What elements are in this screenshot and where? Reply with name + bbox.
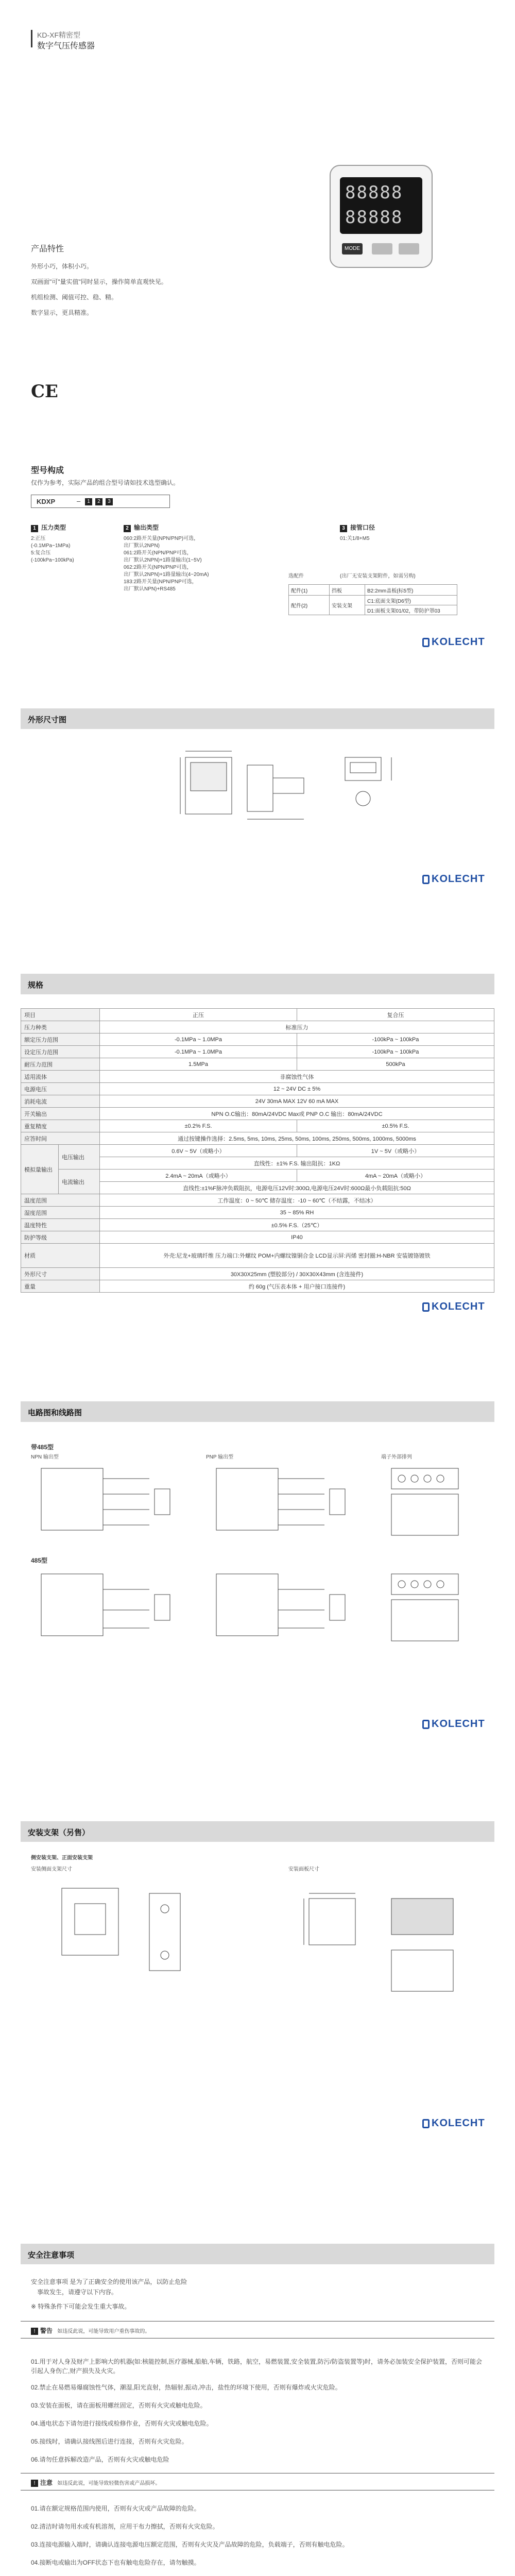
table-row xyxy=(21,1145,494,1157)
table-cell: 湿度范围 xyxy=(21,1207,100,1219)
features-title: 产品特性 xyxy=(31,245,64,253)
circuit-box xyxy=(41,1574,103,1636)
table-cell: NPN O.C输出：80mA/24VDC Max或 PNP O.C 输出：80mA/24VDC xyxy=(100,1108,494,1120)
col1-line: (-0.1MPa~1MPa) xyxy=(31,543,71,549)
model-col1 xyxy=(31,523,124,564)
table-cell: 重复精度 xyxy=(21,1120,100,1132)
table-cell: 外壳:尼龙+玻璃纤维 压力端口:外螺纹 POM+内螺纹镍铜合金 LCD显示屏:丙烯 密封圈:H-NBR 安装镀铬镀铁 xyxy=(100,1244,494,1268)
ce-mark: CE xyxy=(31,381,58,402)
option-title: 选配件 xyxy=(288,573,304,579)
install-sub: 侧安装支架、正面安装支架 xyxy=(31,1855,93,1861)
table-cell: 电源电压 xyxy=(21,1083,100,1095)
terminal-pin xyxy=(411,1581,418,1588)
table-row xyxy=(21,1194,494,1207)
brand-text: KOLECHT xyxy=(432,1718,485,1730)
table-cell: 2.4mA ~ 20mA（或略小） xyxy=(100,1170,297,1182)
table-cell: 安装支架 xyxy=(330,596,365,615)
col1-num: 1 xyxy=(31,525,38,532)
col2-num: 2 xyxy=(124,525,131,532)
model-desc: 仅作为参考，实际产品的组合型号请如技术选型确认。 xyxy=(31,479,180,486)
col2-title: 输出类型 xyxy=(134,524,159,531)
table-cell: 30X30X25mm (塑胶部分) / 30X30X43mm (含连接件) xyxy=(100,1268,494,1280)
panel-cutout xyxy=(391,1950,453,1991)
notes-intro: 安全注意事项 是为了正确安全的使用该产品，以防止危险 xyxy=(31,2278,187,2285)
side-view xyxy=(247,765,273,811)
install-drawing xyxy=(31,1878,484,2012)
brand-logo xyxy=(422,636,485,648)
table-cell: 开关输出 xyxy=(21,1108,100,1120)
up-button[interactable] xyxy=(372,243,392,255)
wiring-diagram-2 xyxy=(31,1569,484,1651)
col2-line: 183:2路开关量(NPN/PNP可选， xyxy=(124,579,197,585)
section-dims xyxy=(21,708,494,729)
model-col3 xyxy=(340,523,443,543)
table-header: 正压 xyxy=(100,1009,297,1021)
brand-k-icon xyxy=(422,1720,430,1729)
table-cell: -0.1MPa ~ 1.0MPa xyxy=(100,1033,297,1046)
brand-logo xyxy=(422,2117,485,2129)
table-row xyxy=(21,1108,494,1120)
table-row xyxy=(21,1083,494,1095)
table-cell: 直线性：±1% F.S. 输出阻抗：1KΩ xyxy=(100,1157,494,1170)
table-row xyxy=(289,596,457,605)
caution-item: 01.请在额定规格范围内使用，否则有火灾或产品故障的危险。 xyxy=(31,2505,200,2512)
bracket-view xyxy=(62,1888,118,1955)
panel-view xyxy=(309,1899,355,1945)
warning-item: 02.禁止在易燃易爆腐蚀性气体，潮湿,阳光直射，热辐射,振动,冲击，盐性的环境下使用，否则有爆炸或火灾危险。 xyxy=(31,2384,341,2391)
warning-item: 03.安装在面板，请在面板用螺丝固定，否则有火灾或触电危险。 xyxy=(31,2402,207,2409)
model-code-prefix: KDXP xyxy=(37,498,56,505)
brand-text: KOLECHT xyxy=(432,636,485,648)
table-row xyxy=(21,1207,494,1219)
model-code-dash: – xyxy=(77,497,81,505)
table-row xyxy=(21,1046,494,1058)
table-cell: 额定压力范围 xyxy=(21,1033,100,1046)
bracket-screw xyxy=(161,1905,169,1913)
table-cell: 耐压力范围 xyxy=(21,1058,100,1071)
panel-device xyxy=(391,1899,453,1935)
brand-k-icon xyxy=(422,638,430,647)
table-cell: 设定压力范围 xyxy=(21,1046,100,1058)
table-row xyxy=(21,1095,494,1108)
model-code-box: 1 xyxy=(85,498,92,505)
col3-num: 3 xyxy=(340,525,347,532)
table-cell: 1.5MPa xyxy=(100,1058,297,1071)
feature-item: 机组检测、阈值可控、稳、精。 xyxy=(31,294,118,301)
install-part2: 安装面板尺寸 xyxy=(288,1867,319,1872)
warning-item: 06.请勿任意拆解改造产品，否则有火灾或触电危险 xyxy=(31,2456,169,2463)
table-cell: -100kPa ~ 100kPa xyxy=(297,1046,494,1058)
caution-item: 04.接断电或输出为OFF状态下也有触电危险存在，请勿触摸。 xyxy=(31,2559,200,2566)
down-button[interactable] xyxy=(399,243,419,255)
table-cell: 12 ~ 24V DC ± 5% xyxy=(100,1083,494,1095)
model-title: 型号构成 xyxy=(31,466,64,475)
warning-item: 05.接线时，请确认接线图后进行连接，否则有火灾危险。 xyxy=(31,2438,188,2445)
caution-header xyxy=(31,2478,160,2487)
table-cell: 重量 xyxy=(21,1280,100,1293)
section-spec xyxy=(21,974,494,994)
section-notes-title: 安全注意事项 xyxy=(28,2251,75,2260)
brand-k-icon xyxy=(422,1302,430,1312)
notes-intro: ※ 特殊条件下可能会发生重大事故。 xyxy=(31,2303,131,2310)
table-cell: 35 ~ 85% RH xyxy=(100,1207,494,1219)
display-line2: 88888 xyxy=(345,207,403,228)
display-line1: 88888 xyxy=(345,182,403,203)
table-header: 项目 xyxy=(21,1009,100,1021)
col2-line: 060:2路开关量(NPN/PNP)可选， xyxy=(124,536,199,541)
table-cell: 标准压力 xyxy=(100,1021,494,1033)
wiring-pnp-label: PNP 输出型 xyxy=(206,1454,234,1460)
table-row xyxy=(21,1120,494,1132)
wiring-npn-label: NPN 输出型 xyxy=(31,1454,59,1460)
brand-logo xyxy=(422,873,485,885)
wiring-group2-label: 485型 xyxy=(31,1557,48,1564)
circuit-box xyxy=(216,1574,278,1636)
section-wiring xyxy=(21,1401,494,1422)
warning-icon: ! xyxy=(31,2328,38,2335)
section-dims-title: 外形尺寸图 xyxy=(28,716,67,724)
feature-item: 外形小巧，体积小巧。 xyxy=(31,263,93,270)
section-spec-title: 规格 xyxy=(28,981,44,990)
table-cell: B2:2mm盖板(标5型) xyxy=(365,585,457,596)
table-cell: 外形尺寸 xyxy=(21,1268,100,1280)
wiring-ext-label: 端子外部排列 xyxy=(381,1454,412,1460)
col2-line: 出厂默认2NPN) xyxy=(124,543,160,549)
table-cell: 防护等级 xyxy=(21,1231,100,1244)
load xyxy=(154,1595,170,1620)
caution-item: 03.连接电源输入端时，请确认连接电源电压额定范围，否则有火灾及产品故障的危险，负载端子，否则有触电危险。 xyxy=(31,2541,349,2548)
table-row xyxy=(21,1280,494,1293)
col1-line: 5:复合压 xyxy=(31,550,51,556)
table-row xyxy=(21,1219,494,1231)
feature-item: 数字显示，更具精准。 xyxy=(31,309,93,316)
table-cell: ±0.5% F.S.（25℃） xyxy=(100,1219,494,1231)
load xyxy=(330,1595,345,1620)
terminal-pin xyxy=(398,1581,405,1588)
header-model: KD-XF精密型 xyxy=(37,31,80,39)
wiring-group1-label: 带485型 xyxy=(31,1444,54,1451)
terminal-table xyxy=(391,1494,458,1535)
table-cell: 约 60g (气压表本体 + 用户接口连接件) xyxy=(100,1280,494,1293)
table-cell: 温度特性 xyxy=(21,1219,100,1231)
terminal-pin xyxy=(424,1475,431,1482)
table-cell: 模拟量输出 xyxy=(21,1145,59,1194)
caution-title: 注意 xyxy=(40,2479,53,2486)
table-cell: 非腐蚀性气体 xyxy=(100,1071,494,1083)
option-note: (出厂无安装支架附件，如需另购) xyxy=(340,573,416,579)
table-row xyxy=(21,1021,494,1033)
brand-text: KOLECHT xyxy=(432,873,485,885)
table-row xyxy=(21,1132,494,1145)
table-cell: 应答时间 xyxy=(21,1132,100,1145)
table-cell: 配件(2) xyxy=(289,596,330,615)
caution-desc: 如违反此说，可能导致轻微伤害或产品损坏。 xyxy=(57,2481,161,2486)
col2-line: 出厂默认NPN)+RS485 xyxy=(124,586,176,592)
terminal-pin xyxy=(437,1581,444,1588)
col2-line: 061:2路开关(NPN/PNP可选， xyxy=(124,550,192,556)
bracket-hole xyxy=(75,1904,106,1935)
table-cell: -0.1MPa ~ 1.0MPa xyxy=(100,1046,297,1058)
warning-item: 04.通电状态下请勿进行接线或检修作业，否则有火灾或触电危险。 xyxy=(31,2420,213,2427)
front-screen xyxy=(191,762,227,791)
table-row xyxy=(21,1033,494,1046)
section-notes xyxy=(21,2244,494,2264)
table-cell: D1:面板支架01/02，带防护罩03 xyxy=(365,605,457,615)
table-cell: 通过按键操作选择：2.5ms, 5ms, 10ms, 25ms, 50ms, 100ms, 250ms, 500ms, 1000ms, 5000ms xyxy=(100,1132,494,1145)
table-cell: 4mA ~ 20mA（或略小） xyxy=(297,1170,494,1182)
model-code xyxy=(31,495,170,508)
load xyxy=(154,1489,170,1515)
col1-line: (-100kPa~100kPa) xyxy=(31,557,74,563)
notes-intro: 事故发生，请遵守以下内容。 xyxy=(37,2289,118,2296)
table-row xyxy=(289,585,457,596)
side-port xyxy=(273,778,304,793)
table-cell: 直线性:±1%F脉冲负载阻抗，电源电压12V时:300Ω,电源电压24V时:600Ω最小负载阻抗:50Ω xyxy=(100,1182,494,1194)
table-cell: 1V ~ 5V（或略小） xyxy=(297,1145,494,1157)
warning-header xyxy=(31,2326,150,2335)
connector-pins xyxy=(350,762,376,773)
table-cell: 500kPa xyxy=(297,1058,494,1071)
table-row xyxy=(21,1071,494,1083)
brand-text: KOLECHT xyxy=(432,2117,485,2129)
table-cell: 适用流体 xyxy=(21,1071,100,1083)
model-col2 xyxy=(124,523,247,593)
table-header: 复合压 xyxy=(297,1009,494,1021)
table-cell: ±0.5% F.S. xyxy=(297,1120,494,1132)
model-code-box: 3 xyxy=(106,498,113,505)
terminal-pin xyxy=(398,1475,405,1482)
table-cell: 消耗电流 xyxy=(21,1095,100,1108)
col2-line: 062:2路开关(NPN/PNP可选， xyxy=(124,565,192,570)
option-table xyxy=(288,584,457,615)
brand-text: KOLECHT xyxy=(432,1301,485,1312)
warning-item: 01.用于对人身及财产上影响大的机器(如:核能控制,医疗器械,船舶,车辆，铁路，航空，易燃装置,安全装置,防污/防盗装置等)时，请务必加装安全保护装置，否则可能会引起人身伤亡,财产损失及火灾。 xyxy=(31,2358,483,2375)
table-cell: C1:底面支架(D6型) xyxy=(365,596,457,605)
col2-line: 出厂默认2NPN)+1路量输出(1~5V) xyxy=(124,557,202,563)
table-row xyxy=(21,1244,494,1268)
terminal-block xyxy=(391,1468,458,1489)
brand-k-icon xyxy=(422,2119,430,2128)
circuit-box xyxy=(216,1468,278,1530)
header-bar xyxy=(31,30,32,47)
col1-line: 2:正压 xyxy=(31,536,46,541)
model-code-box: 2 xyxy=(95,498,102,505)
table-cell: 配件(1) xyxy=(289,585,330,596)
bracket-screw xyxy=(161,1951,169,1959)
device-illustration xyxy=(330,165,433,268)
caution-item: 02.清洁时请勿用水或有机溶剂，应用干布力擦拭，否则有火灾危险。 xyxy=(31,2523,219,2530)
col2-line: 出厂默认2NPN)+1路量输出(4~20mA) xyxy=(124,572,209,578)
table-cell: -100kPa ~ 100kPa xyxy=(297,1033,494,1046)
warning-desc: 如违反此说，可能导致用户重伤事故的。 xyxy=(57,2329,150,2334)
col1-title: 压力类型 xyxy=(41,524,66,531)
terminal-pin xyxy=(437,1475,444,1482)
table-row xyxy=(21,1231,494,1244)
feature-item: 双画面"可"量实值"同时显示，操作简单直观快见。 xyxy=(31,278,167,285)
table-row xyxy=(21,1268,494,1280)
load xyxy=(330,1489,345,1515)
terminal-block xyxy=(391,1574,458,1595)
table-row xyxy=(21,1170,494,1182)
brand-logo xyxy=(422,1301,485,1313)
table-cell: 电流输出 xyxy=(59,1170,100,1194)
brand-k-icon xyxy=(422,875,430,884)
table-cell: 温度范围 xyxy=(21,1194,100,1207)
brand-logo xyxy=(422,1718,485,1730)
install-part1: 安装侧面支架尺寸 xyxy=(31,1867,72,1872)
table-cell: IP40 xyxy=(100,1231,494,1244)
wiring-diagram-1 xyxy=(31,1463,484,1546)
terminal-pin xyxy=(424,1581,431,1588)
table-cell: 电压输出 xyxy=(59,1145,100,1170)
section-install xyxy=(21,1821,494,1842)
section-install-title: 安装支架（另售） xyxy=(28,1828,90,1837)
table-cell: 24V 30mA MAX 12V 60 mA MAX xyxy=(100,1095,494,1108)
table-cell: 工作温度：0 ~ 50℃ 储存温度：-10 ~ 60℃（不结露，不结冰） xyxy=(100,1194,494,1207)
spec-table xyxy=(21,1008,494,1293)
col3-title: 接管口径 xyxy=(350,524,375,531)
page-title: 数字气压传感器 xyxy=(37,42,95,50)
dimension-drawing xyxy=(31,742,484,855)
warning-title: 警告 xyxy=(40,2327,53,2334)
table-row xyxy=(21,1058,494,1071)
terminal-table xyxy=(391,1600,458,1641)
connector-circle xyxy=(356,791,370,806)
circuit-box xyxy=(41,1468,103,1530)
table-cell: 挡板 xyxy=(330,585,365,596)
table-cell: 材质 xyxy=(21,1244,100,1268)
table-row xyxy=(21,1009,494,1021)
terminal-pin xyxy=(411,1475,418,1482)
table-cell: ±0.2% F.S. xyxy=(100,1120,297,1132)
table-cell: 压力种类 xyxy=(21,1021,100,1033)
caution-icon: ! xyxy=(31,2480,38,2487)
col3-line: 01:关1/8+M5 xyxy=(340,536,370,541)
section-wiring-title: 电路图和线路图 xyxy=(28,1409,82,1417)
mode-button[interactable]: MODE xyxy=(342,243,363,255)
table-cell: 0.6V ~ 5V（或略小） xyxy=(100,1145,297,1157)
